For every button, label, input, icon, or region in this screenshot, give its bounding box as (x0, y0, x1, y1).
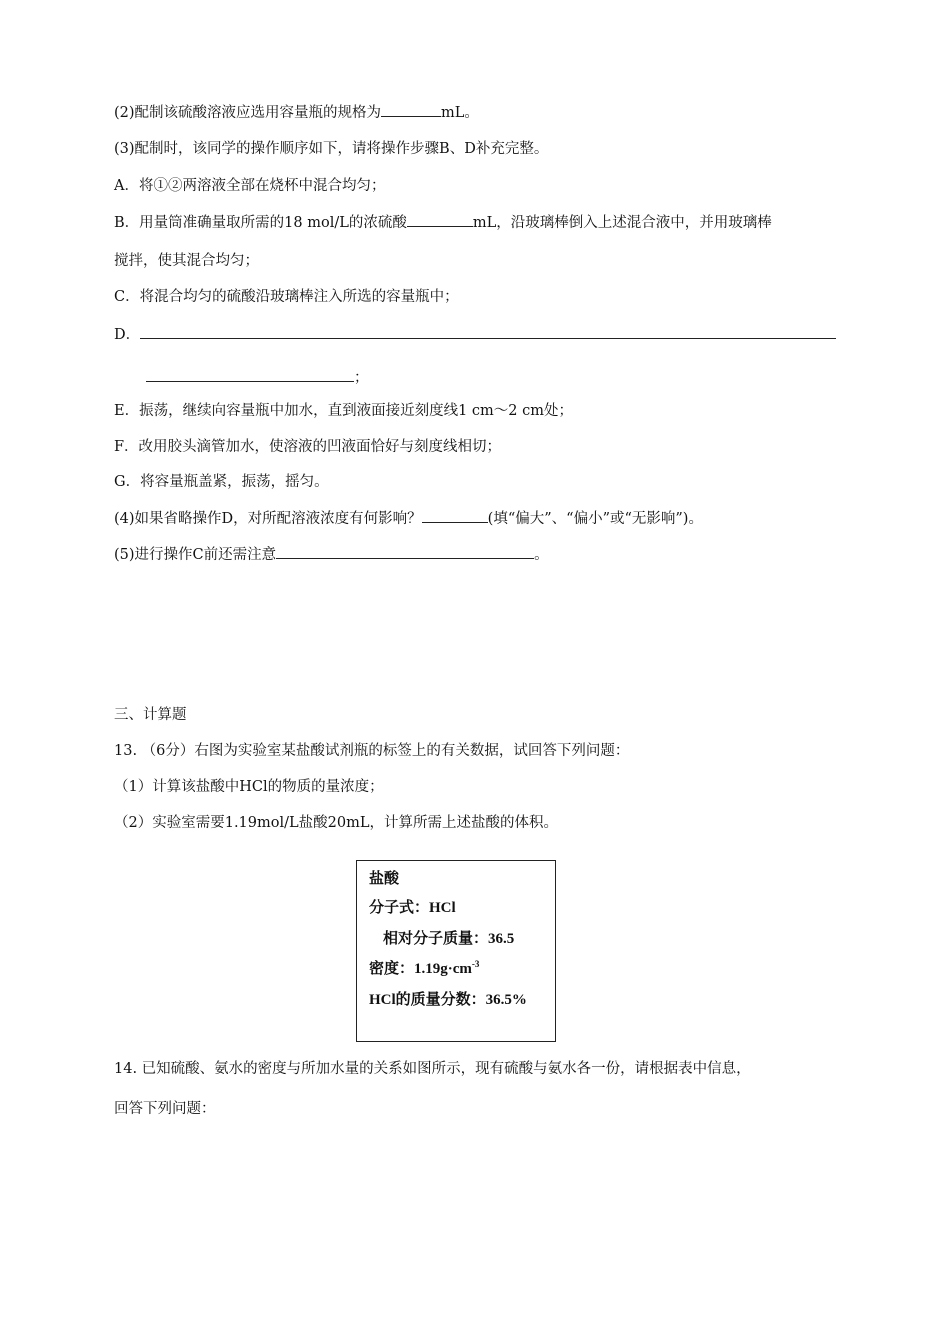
q13-intro: 13. （6分）右图为实验室某盐酸试剂瓶的标签上的有关数据，试回答下列问题： (114, 743, 630, 759)
q13-part1: （1）计算该盐酸中HCl的物质的量浓度； (114, 779, 384, 795)
step-a: A．将①②两溶液全部在烧杯中混合均匀； (114, 178, 386, 194)
answer-blank[interactable] (276, 544, 534, 559)
q12-part3: (3)配制时，该同学的操作顺序如下，请将操作步骤B、D补充完整。 (114, 141, 549, 157)
step-d-continued: ； (146, 367, 369, 388)
step-c: C．将混合均匀的硫酸沿玻璃棒注入所选的容量瓶中； (114, 289, 459, 305)
q12-part4: (4)如果省略操作D，对所配溶液浓度有何影响？ (填“偏大”、“偏小”或“无影响”)。 (114, 508, 703, 529)
answer-blank[interactable] (146, 367, 354, 382)
q12-part2: (2)配制该硫酸溶液应选用容量瓶的规格为 mL。 (114, 102, 479, 123)
section-title: 三、计算题 (114, 707, 187, 723)
reagent-formula: 分子式：HCl (369, 900, 456, 916)
reagent-label-box (356, 860, 556, 1042)
step-g: G．将容量瓶盖紧，振荡，摇匀。 (114, 474, 329, 490)
reagent-mass-fraction: HCl的质量分数：36.5% (369, 992, 527, 1008)
reagent-density: 密度：$1.19g\cdot cm^{-3}$ (369, 959, 480, 977)
q13-part2: （2）实验室需要1.19mol/L盐酸20mL，计算所需上述盐酸的体积。 (114, 815, 558, 831)
step-b: B．用量筒准确量取所需的18 mol/L的浓硫酸 mL，沿玻璃棒倒入上述混合液中，并用玻璃棒 (114, 212, 772, 233)
answer-blank[interactable] (422, 508, 488, 523)
step-d: D． (114, 324, 836, 345)
answer-blank[interactable] (140, 324, 836, 339)
q14-line1: 14. 已知硫酸、氨水的密度与所加水量的关系如图所示，现有硫酸与氨水各一份，请根据表中信息， (114, 1061, 751, 1077)
q12-part5: (5)进行操作C前还需注意 。 (114, 544, 549, 565)
answer-blank[interactable] (407, 212, 473, 227)
q14-line2: 回答下列问题： (114, 1101, 216, 1117)
reagent-name: 盐酸 (369, 871, 400, 887)
reagent-molecular-mass: 相对分子质量：36.5 (383, 931, 515, 947)
step-e: E．振荡，继续向容量瓶中加水，直到液面接近刻度线1 cm～2 cm处； (114, 403, 573, 419)
step-b-continued: 搅拌，使其混合均匀； (114, 253, 259, 269)
answer-blank[interactable] (381, 102, 441, 117)
step-f: F．改用胶头滴管加水，使溶液的凹液面恰好与刻度线相切； (114, 439, 502, 455)
